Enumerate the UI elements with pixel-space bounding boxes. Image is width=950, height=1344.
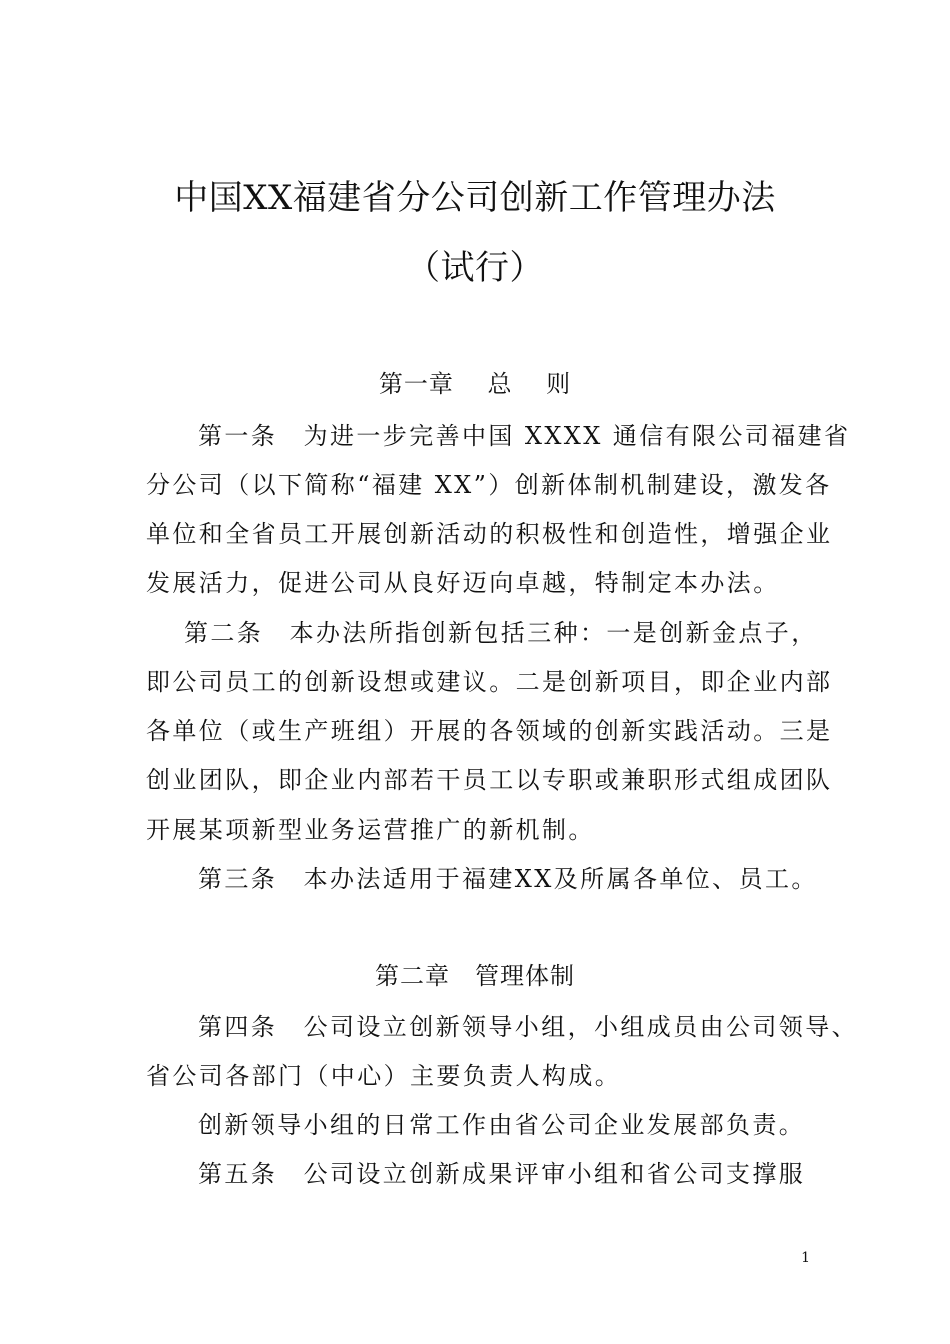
paragraph-line: 各单位（或生产班组）开展的各领域的创新实践活动。三是 (146, 717, 833, 745)
page-number: 1 (801, 1250, 810, 1266)
paragraph-line: 第二条 本办法所指创新包括三种：一是创新金点子， (184, 619, 818, 647)
paragraph-line: 省公司各部门（中心）主要负责人构成。 (146, 1062, 622, 1090)
paragraph-line: 即公司员工的创新设想或建议。二是创新项目，即企业内部 (146, 668, 833, 696)
paragraph-line: 分公司（以下简称“福建 XX”）创新体制机制建设，激发各 (146, 471, 832, 499)
paragraph-line: 开展某项新型业务运营推广的新机制。 (146, 816, 595, 844)
paragraph-line: 创新领导小组的日常工作由省公司企业发展部负责。 (198, 1111, 806, 1139)
paragraph-line: 第四条 公司设立创新领导小组，小组成员由公司领导、 (198, 1013, 858, 1041)
paragraph-line: 单位和全省员工开展创新活动的积极性和创造性，增强企业 (146, 520, 833, 548)
document-subtitle: （试行） (406, 248, 544, 288)
document-title: 中国XX福建省分公司创新工作管理办法 (174, 178, 776, 218)
paragraph-line: 第五条 公司设立创新成果评审小组和省公司支撑服 (198, 1160, 806, 1188)
chapter-heading: 第一章 总 则 (378, 370, 572, 398)
paragraph-line: 第一条 为进一步完善中国 XXXX 通信有限公司福建省 (198, 422, 851, 450)
paragraph-line: 第三条 本办法适用于福建XX及所属各单位、员工。 (198, 865, 818, 893)
paragraph-line: 发展活力，促进公司从良好迈向卓越，特制定本办法。 (146, 569, 780, 597)
paragraph-line: 创业团队，即企业内部若干员工以专职或兼职形式组成团队 (146, 766, 833, 794)
chapter-heading: 第二章 管理体制 (375, 962, 575, 990)
